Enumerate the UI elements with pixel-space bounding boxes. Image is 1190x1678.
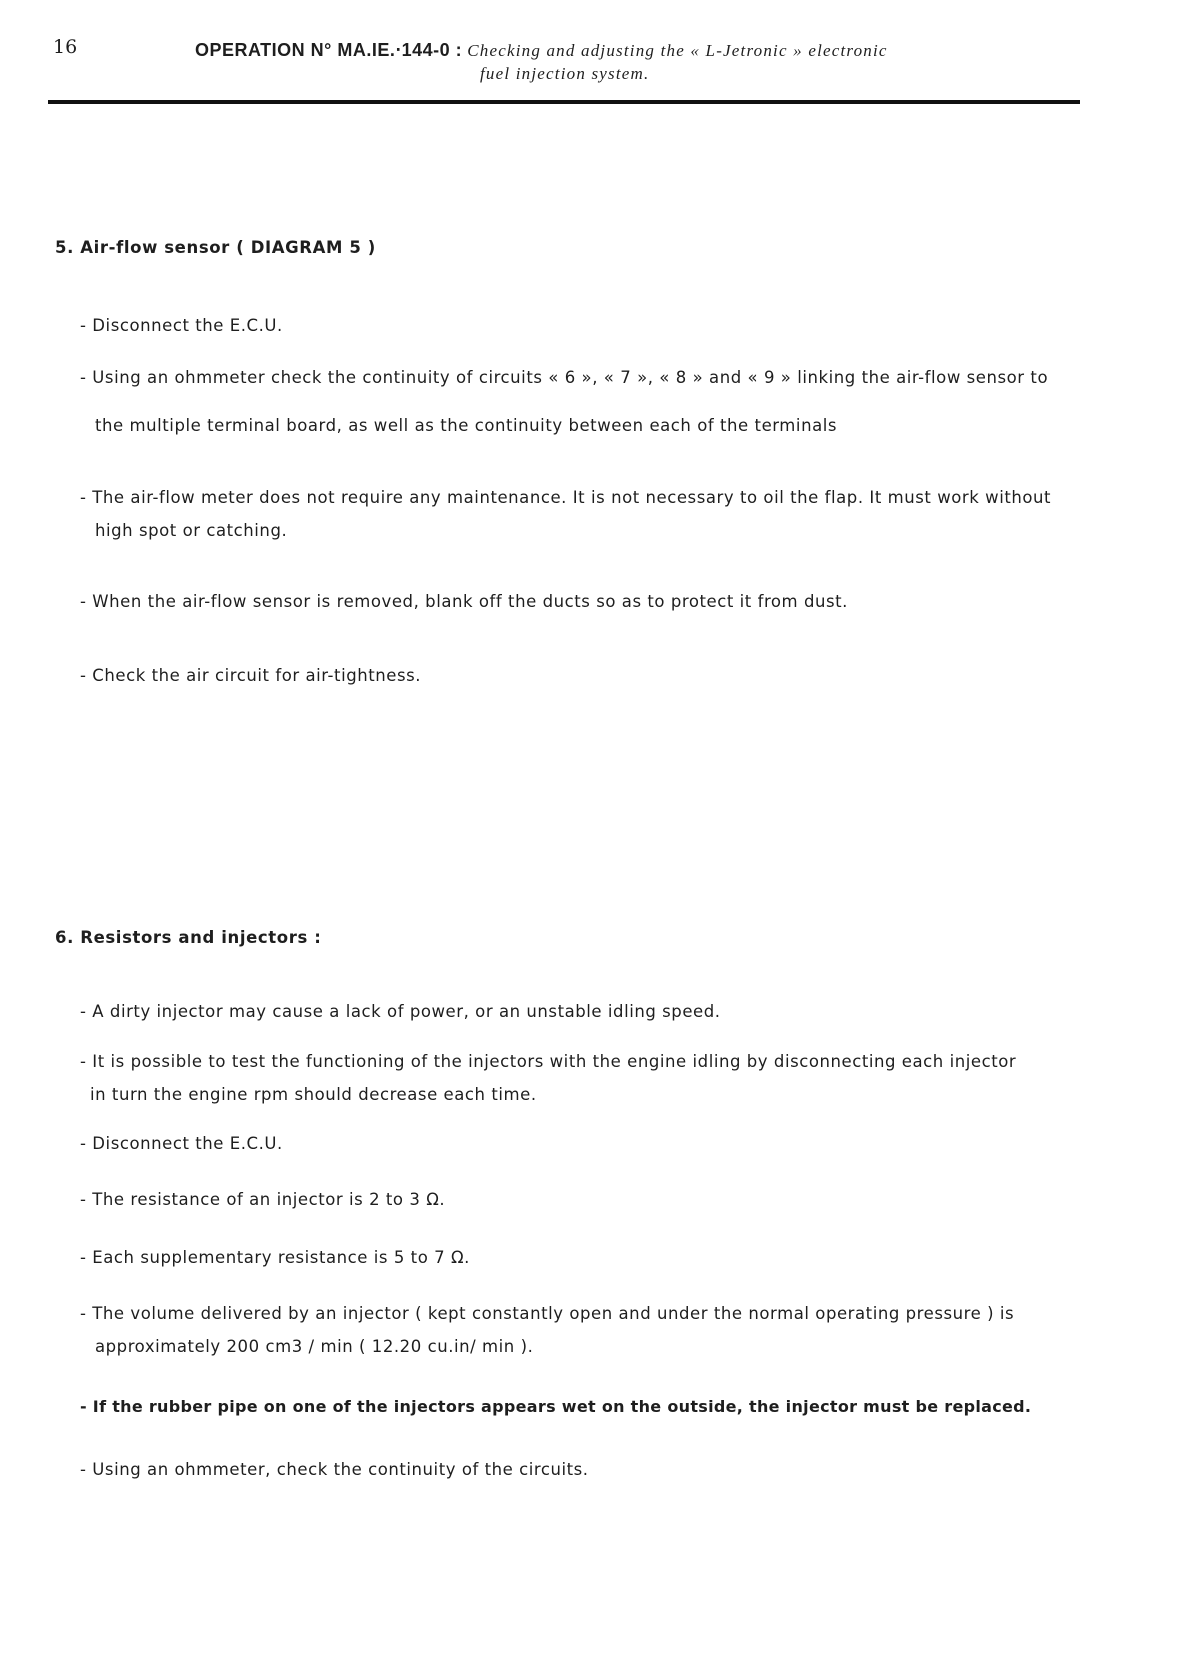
section-6-line: - Each supplementary resistance is 5 to 7 Ω. [80,1248,470,1267]
section-5-line: - When the air-flow sensor is removed, blank off the ducts so as to protect it from dust. [80,592,848,611]
section-5-line: high spot or catching. [95,521,288,540]
section-6-line: - A dirty injector may cause a lack of power, or an unstable idling speed. [80,1002,721,1021]
section-6-line: - The resistance of an injector is 2 to 3 Ω. [80,1190,446,1209]
section-6-line: - Using an ohmmeter, check the continuity of the circuits. [80,1460,589,1479]
header-line-1 [195,38,1055,63]
section-6-line: - It is possible to test the functioning of the injectors with the engine idling by disconnecting each injector [80,1052,1017,1071]
section-5-heading: 5. Air-flow sensor ( DIAGRAM 5 ) [55,238,376,257]
section-5-line: - The air-flow meter does not require any maintenance. It is not necessary to oil the flap. It must work without [80,488,1052,507]
header-divider [48,100,1080,104]
section-6-line: in turn the engine rpm should decrease each time. [90,1085,537,1104]
page-number: 16 [53,36,78,58]
section-6-line: - Disconnect the E.C.U. [80,1134,283,1153]
operation-title-continued: fuel injection system. [480,64,650,83]
section-6-line: - If the rubber pipe on one of the injectors appears wet on the outside, the injector must be replaced. [80,1397,1032,1416]
section-5-line: - Disconnect the E.C.U. [80,316,283,335]
section-5-line: the multiple terminal board, as well as the continuity between each of the terminals [95,416,838,435]
section-6-line: approximately 200 cm3 / min ( 12.20 cu.in/ min ). [95,1337,534,1356]
section-5-line: - Check the air circuit for air-tightness. [80,666,422,685]
section-6-heading: 6. Resistors and injectors : [55,928,322,947]
section-6-line: - The volume delivered by an injector ( kept constantly open and under the normal operating pressure ) is [80,1304,1015,1323]
section-5-line: - Using an ohmmeter check the continuity of circuits « 6 », « 7 », « 8 » and « 9 » linking the air-flow sensor to [80,368,1049,387]
page-header [195,38,1055,85]
operation-title: Checking and adjusting the « L-Jetronic » electronic [467,41,888,60]
operation-code: OPERATION N° MA.IE.‧144-0 : [195,40,463,60]
